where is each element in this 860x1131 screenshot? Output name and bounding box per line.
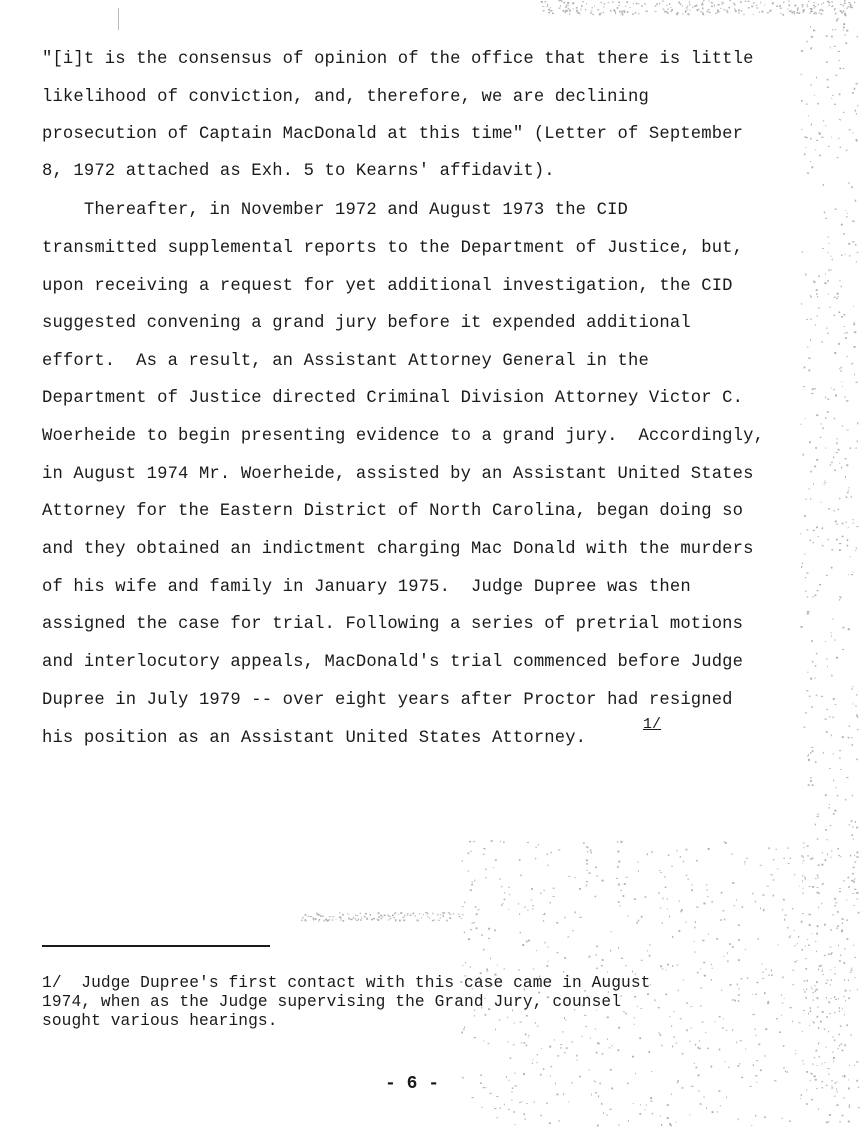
body-line: of his wife and family in January 1975. Judge Dupree was then <box>42 578 691 597</box>
body-line: and interlocutory appeals, MacDonald's trial commenced before Judge <box>42 653 744 672</box>
body-line: assigned the case for trial. Following a series of pretrial motions <box>42 615 744 634</box>
body-line: prosecution of Captain MacDonald at this time" (Letter of September <box>42 125 744 144</box>
body-line: suggested convening a grand jury before it expended additional <box>42 314 691 333</box>
footnote-line: 1/ Judge Dupree's first contact with this case came in August <box>42 974 651 992</box>
footnote-line: 1974, when as the Judge supervising the Grand Jury, counsel <box>42 993 622 1011</box>
body-line: effort. As a result, an Assistant Attorney General in the <box>42 352 649 371</box>
body-line: and they obtained an indictment charging Mac Donald with the murders <box>42 540 754 559</box>
footnote-line: sought various hearings. <box>42 1012 278 1030</box>
page-number: - 6 - <box>384 1074 439 1094</box>
body-line: Department of Justice directed Criminal Division Attorney Victor C. <box>42 389 744 408</box>
footnote-reference: 1/ <box>643 716 662 733</box>
body-line: Attorney for the Eastern District of North Carolina, began doing so <box>42 502 744 521</box>
body-line: in August 1974 Mr. Woerheide, assisted by an Assistant United States <box>42 465 754 484</box>
body-line: Thereafter, in November 1972 and August 1973 the CID <box>42 201 628 220</box>
body-line: Dupree in July 1979 -- over eight years after Proctor had resigned <box>42 691 733 710</box>
body-line: Woerheide to begin presenting evidence to a grand jury. Accordingly, <box>42 427 765 446</box>
body-line: likelihood of conviction, and, therefore, we are declining <box>42 88 649 107</box>
body-line: upon receiving a request for yet additional investigation, the CID <box>42 277 733 296</box>
body-line: "[i]t is the consensus of opinion of the office that there is little <box>42 50 754 69</box>
body-line: 8, 1972 attached as Exh. 5 to Kearns' affidavit). <box>42 162 555 181</box>
body-line: transmitted supplemental reports to the Department of Justice, but, <box>42 239 744 258</box>
body-line: his position as an Assistant United States Attorney. <box>42 729 587 748</box>
